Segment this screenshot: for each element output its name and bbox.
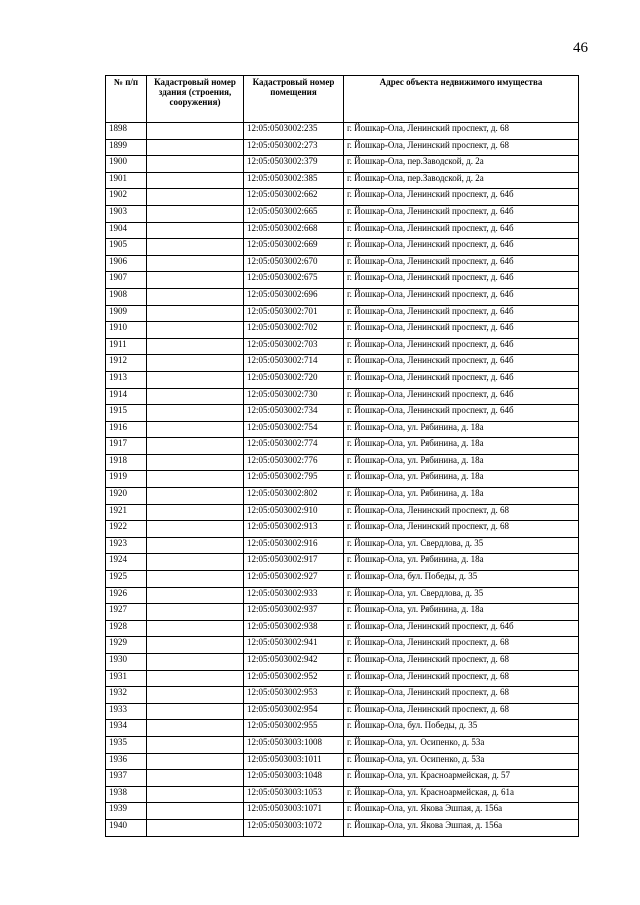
building-cadastral-cell <box>147 770 244 787</box>
row-number-cell: 1919 <box>106 471 147 488</box>
table-row <box>106 355 579 372</box>
table-row <box>106 371 579 388</box>
room-cadastral-cell: 12:05:0503002:235 <box>244 123 344 140</box>
table-row <box>106 471 579 488</box>
header-room-cadastral: Кадастровый номер помещения <box>244 76 344 123</box>
row-number-cell: 1920 <box>106 488 147 505</box>
address-cell: г. Йошкар-Ола, ул. Рябинина, д. 18а <box>344 421 579 438</box>
row-number-cell: 1902 <box>106 189 147 206</box>
row-number-cell: 1924 <box>106 554 147 571</box>
room-cadastral-cell: 12:05:0503002:662 <box>244 189 344 206</box>
row-number-cell: 1930 <box>106 654 147 671</box>
address-cell: г. Йошкар-Ола, Ленинский проспект, д. 68 <box>344 687 579 704</box>
building-cadastral-cell <box>147 421 244 438</box>
row-number-cell: 1913 <box>106 371 147 388</box>
building-cadastral-cell <box>147 438 244 455</box>
room-cadastral-cell: 12:05:0503002:954 <box>244 703 344 720</box>
table-row <box>106 172 579 189</box>
room-cadastral-cell: 12:05:0503003:1011 <box>244 753 344 770</box>
room-cadastral-cell: 12:05:0503002:702 <box>244 322 344 339</box>
building-cadastral-cell <box>147 139 244 156</box>
table-row <box>106 454 579 471</box>
row-number-cell: 1901 <box>106 172 147 189</box>
room-cadastral-cell: 12:05:0503002:734 <box>244 405 344 422</box>
row-number-cell: 1918 <box>106 454 147 471</box>
address-cell: г. Йошкар-Ола, ул. Якова Эшпая, д. 156а <box>344 803 579 820</box>
building-cadastral-cell <box>147 338 244 355</box>
row-number-cell: 1906 <box>106 255 147 272</box>
room-cadastral-cell: 12:05:0503002:665 <box>244 205 344 222</box>
address-cell: г. Йошкар-Ола, Ленинский проспект, д. 64б <box>344 189 579 206</box>
table-body <box>106 123 579 837</box>
table-row <box>106 156 579 173</box>
row-number-cell: 1921 <box>106 504 147 521</box>
address-cell: г. Йошкар-Ола, Ленинский проспект, д. 64б <box>344 620 579 637</box>
table-header-row <box>106 76 579 123</box>
table-row <box>106 604 579 621</box>
address-cell: г. Йошкар-Ола, Ленинский проспект, д. 68 <box>344 504 579 521</box>
building-cadastral-cell <box>147 504 244 521</box>
room-cadastral-cell: 12:05:0503002:670 <box>244 255 344 272</box>
address-cell: г. Йошкар-Ола, бул. Победы, д. 35 <box>344 571 579 588</box>
row-number-cell: 1910 <box>106 322 147 339</box>
row-number-cell: 1917 <box>106 438 147 455</box>
table-row <box>106 322 579 339</box>
address-cell: г. Йошкар-Ола, Ленинский проспект, д. 64б <box>344 205 579 222</box>
room-cadastral-cell: 12:05:0503002:933 <box>244 587 344 604</box>
row-number-cell: 1909 <box>106 305 147 322</box>
header-address: Адрес объекта недвижимого имущества <box>344 76 579 123</box>
room-cadastral-cell: 12:05:0503002:720 <box>244 371 344 388</box>
address-cell: г. Йошкар-Ола, Ленинский проспект, д. 68 <box>344 654 579 671</box>
building-cadastral-cell <box>147 620 244 637</box>
row-number-cell: 1907 <box>106 272 147 289</box>
table-row <box>106 819 579 836</box>
row-number-cell: 1928 <box>106 620 147 637</box>
room-cadastral-cell: 12:05:0503002:703 <box>244 338 344 355</box>
row-number-cell: 1931 <box>106 670 147 687</box>
building-cadastral-cell <box>147 587 244 604</box>
address-cell: г. Йошкар-Ола, ул. Рябинина, д. 18а <box>344 454 579 471</box>
room-cadastral-cell: 12:05:0503003:1072 <box>244 819 344 836</box>
address-cell: г. Йошкар-Ола, Ленинский проспект, д. 64б <box>344 288 579 305</box>
room-cadastral-cell: 12:05:0503002:754 <box>244 421 344 438</box>
building-cadastral-cell <box>147 637 244 654</box>
address-cell: г. Йошкар-Ола, Ленинский проспект, д. 64б <box>344 355 579 372</box>
table-row <box>106 571 579 588</box>
room-cadastral-cell: 12:05:0503002:941 <box>244 637 344 654</box>
table-row <box>106 554 579 571</box>
address-cell: г. Йошкар-Ола, бул. Победы, д. 35 <box>344 720 579 737</box>
address-cell: г. Йошкар-Ола, пер.Заводской, д. 2а <box>344 172 579 189</box>
table-row <box>106 703 579 720</box>
row-number-cell: 1914 <box>106 388 147 405</box>
room-cadastral-cell: 12:05:0503002:730 <box>244 388 344 405</box>
room-cadastral-cell: 12:05:0503002:802 <box>244 488 344 505</box>
building-cadastral-cell <box>147 156 244 173</box>
room-cadastral-cell: 12:05:0503002:937 <box>244 604 344 621</box>
room-cadastral-cell: 12:05:0503003:1071 <box>244 803 344 820</box>
room-cadastral-cell: 12:05:0503002:913 <box>244 521 344 538</box>
table-row <box>106 488 579 505</box>
building-cadastral-cell <box>147 720 244 737</box>
room-cadastral-cell: 12:05:0503002:942 <box>244 654 344 671</box>
building-cadastral-cell <box>147 239 244 256</box>
table-row <box>106 786 579 803</box>
building-cadastral-cell <box>147 222 244 239</box>
address-cell: г. Йошкар-Ола, Ленинский проспект, д. 64б <box>344 371 579 388</box>
row-number-cell: 1929 <box>106 637 147 654</box>
address-cell: г. Йошкар-Ола, ул. Рябинина, д. 18а <box>344 604 579 621</box>
room-cadastral-cell: 12:05:0503002:953 <box>244 687 344 704</box>
row-number-cell: 1932 <box>106 687 147 704</box>
address-cell: г. Йошкар-Ола, Ленинский проспект, д. 64б <box>344 338 579 355</box>
room-cadastral-cell: 12:05:0503002:916 <box>244 537 344 554</box>
building-cadastral-cell <box>147 521 244 538</box>
address-cell: г. Йошкар-Ола, Ленинский проспект, д. 64б <box>344 255 579 272</box>
address-cell: г. Йошкар-Ола, Ленинский проспект, д. 68 <box>344 139 579 156</box>
room-cadastral-cell: 12:05:0503002:917 <box>244 554 344 571</box>
header-number: № п/п <box>106 76 147 123</box>
building-cadastral-cell <box>147 736 244 753</box>
building-cadastral-cell <box>147 454 244 471</box>
table-row <box>106 139 579 156</box>
address-cell: г. Йошкар-Ола, ул. Красноармейская, д. 61а <box>344 786 579 803</box>
row-number-cell: 1938 <box>106 786 147 803</box>
address-cell: г. Йошкар-Ола, Ленинский проспект, д. 64б <box>344 239 579 256</box>
row-number-cell: 1933 <box>106 703 147 720</box>
room-cadastral-cell: 12:05:0503002:701 <box>244 305 344 322</box>
building-cadastral-cell <box>147 786 244 803</box>
row-number-cell: 1923 <box>106 537 147 554</box>
building-cadastral-cell <box>147 571 244 588</box>
table-row <box>106 687 579 704</box>
table-row <box>106 123 579 140</box>
room-cadastral-cell: 12:05:0503002:675 <box>244 272 344 289</box>
table-row <box>106 770 579 787</box>
row-number-cell: 1908 <box>106 288 147 305</box>
building-cadastral-cell <box>147 554 244 571</box>
row-number-cell: 1934 <box>106 720 147 737</box>
room-cadastral-cell: 12:05:0503002:385 <box>244 172 344 189</box>
room-cadastral-cell: 12:05:0503002:955 <box>244 720 344 737</box>
room-cadastral-cell: 12:05:0503003:1048 <box>244 770 344 787</box>
building-cadastral-cell <box>147 272 244 289</box>
room-cadastral-cell: 12:05:0503002:379 <box>244 156 344 173</box>
building-cadastral-cell <box>147 371 244 388</box>
table-row <box>106 587 579 604</box>
row-number-cell: 1915 <box>106 405 147 422</box>
building-cadastral-cell <box>147 205 244 222</box>
building-cadastral-cell <box>147 305 244 322</box>
row-number-cell: 1922 <box>106 521 147 538</box>
table-row <box>106 288 579 305</box>
building-cadastral-cell <box>147 322 244 339</box>
row-number-cell: 1911 <box>106 338 147 355</box>
table-row <box>106 189 579 206</box>
row-number-cell: 1899 <box>106 139 147 156</box>
room-cadastral-cell: 12:05:0503002:927 <box>244 571 344 588</box>
row-number-cell: 1912 <box>106 355 147 372</box>
table-row <box>106 255 579 272</box>
building-cadastral-cell <box>147 753 244 770</box>
room-cadastral-cell: 12:05:0503002:776 <box>244 454 344 471</box>
room-cadastral-cell: 12:05:0503002:910 <box>244 504 344 521</box>
address-cell: г. Йошкар-Ола, Ленинский проспект, д. 64б <box>344 305 579 322</box>
row-number-cell: 1898 <box>106 123 147 140</box>
room-cadastral-cell: 12:05:0503003:1053 <box>244 786 344 803</box>
building-cadastral-cell <box>147 537 244 554</box>
table-row <box>106 388 579 405</box>
building-cadastral-cell <box>147 803 244 820</box>
row-number-cell: 1925 <box>106 571 147 588</box>
building-cadastral-cell <box>147 687 244 704</box>
building-cadastral-cell <box>147 255 244 272</box>
building-cadastral-cell <box>147 703 244 720</box>
table-row <box>106 620 579 637</box>
row-number-cell: 1903 <box>106 205 147 222</box>
table-row <box>106 736 579 753</box>
header-building-cadastral: Кадастровый номер здания (строения, сооружения) <box>147 76 244 123</box>
table-row <box>106 239 579 256</box>
table-row <box>106 521 579 538</box>
row-number-cell: 1937 <box>106 770 147 787</box>
address-cell: г. Йошкар-Ола, Ленинский проспект, д. 68 <box>344 123 579 140</box>
table-row <box>106 405 579 422</box>
address-cell: г. Йошкар-Ола, Ленинский проспект, д. 68 <box>344 703 579 720</box>
row-number-cell: 1935 <box>106 736 147 753</box>
page-number: 46 <box>573 40 588 56</box>
table-row <box>106 537 579 554</box>
building-cadastral-cell <box>147 488 244 505</box>
address-cell: г. Йошкар-Ола, ул. Якова Эшпая, д. 156а <box>344 819 579 836</box>
address-cell: г. Йошкар-Ола, Ленинский проспект, д. 68 <box>344 670 579 687</box>
row-number-cell: 1904 <box>106 222 147 239</box>
building-cadastral-cell <box>147 405 244 422</box>
table-row <box>106 438 579 455</box>
row-number-cell: 1916 <box>106 421 147 438</box>
building-cadastral-cell <box>147 471 244 488</box>
building-cadastral-cell <box>147 288 244 305</box>
address-cell: г. Йошкар-Ола, ул. Красноармейская, д. 57 <box>344 770 579 787</box>
row-number-cell: 1939 <box>106 803 147 820</box>
room-cadastral-cell: 12:05:0503002:938 <box>244 620 344 637</box>
table-row <box>106 720 579 737</box>
address-cell: г. Йошкар-Ола, пер.Заводской, д. 2а <box>344 156 579 173</box>
address-cell: г. Йошкар-Ола, ул. Осипенко, д. 53а <box>344 753 579 770</box>
room-cadastral-cell: 12:05:0503002:668 <box>244 222 344 239</box>
table-row <box>106 338 579 355</box>
property-registry-table <box>105 75 579 837</box>
row-number-cell: 1926 <box>106 587 147 604</box>
room-cadastral-cell: 12:05:0503002:273 <box>244 139 344 156</box>
address-cell: г. Йошкар-Ола, ул. Рябинина, д. 18а <box>344 471 579 488</box>
room-cadastral-cell: 12:05:0503002:795 <box>244 471 344 488</box>
building-cadastral-cell <box>147 388 244 405</box>
address-cell: г. Йошкар-Ола, Ленинский проспект, д. 68 <box>344 521 579 538</box>
address-cell: г. Йошкар-Ола, Ленинский проспект, д. 64б <box>344 222 579 239</box>
row-number-cell: 1927 <box>106 604 147 621</box>
address-cell: г. Йошкар-Ола, Ленинский проспект, д. 64б <box>344 388 579 405</box>
address-cell: г. Йошкар-Ола, ул. Рябинина, д. 18а <box>344 438 579 455</box>
table-row <box>106 803 579 820</box>
address-cell: г. Йошкар-Ола, ул. Рябинина, д. 18а <box>344 554 579 571</box>
room-cadastral-cell: 12:05:0503002:774 <box>244 438 344 455</box>
building-cadastral-cell <box>147 604 244 621</box>
building-cadastral-cell <box>147 123 244 140</box>
address-cell: г. Йошкар-Ола, Ленинский проспект, д. 64б <box>344 272 579 289</box>
building-cadastral-cell <box>147 670 244 687</box>
table-row <box>106 421 579 438</box>
building-cadastral-cell <box>147 189 244 206</box>
room-cadastral-cell: 12:05:0503002:952 <box>244 670 344 687</box>
room-cadastral-cell: 12:05:0503002:669 <box>244 239 344 256</box>
table-row <box>106 222 579 239</box>
table-row <box>106 654 579 671</box>
address-cell: г. Йошкар-Ола, ул. Рябинина, д. 18а <box>344 488 579 505</box>
row-number-cell: 1900 <box>106 156 147 173</box>
table-row <box>106 205 579 222</box>
table-row <box>106 670 579 687</box>
row-number-cell: 1905 <box>106 239 147 256</box>
address-cell: г. Йошкар-Ола, Ленинский проспект, д. 64б <box>344 405 579 422</box>
room-cadastral-cell: 12:05:0503002:696 <box>244 288 344 305</box>
room-cadastral-cell: 12:05:0503003:1008 <box>244 736 344 753</box>
table-row <box>106 637 579 654</box>
address-cell: г. Йошкар-Ола, ул. Свердлова, д. 35 <box>344 587 579 604</box>
building-cadastral-cell <box>147 819 244 836</box>
table-row <box>106 272 579 289</box>
table-row <box>106 753 579 770</box>
table-row <box>106 504 579 521</box>
table-row <box>106 305 579 322</box>
building-cadastral-cell <box>147 654 244 671</box>
address-cell: г. Йошкар-Ола, Ленинский проспект, д. 64б <box>344 322 579 339</box>
address-cell: г. Йошкар-Ола, Ленинский проспект, д. 68 <box>344 637 579 654</box>
row-number-cell: 1936 <box>106 753 147 770</box>
address-cell: г. Йошкар-Ола, ул. Осипенко, д. 53а <box>344 736 579 753</box>
building-cadastral-cell <box>147 172 244 189</box>
address-cell: г. Йошкар-Ола, ул. Свердлова, д. 35 <box>344 537 579 554</box>
room-cadastral-cell: 12:05:0503002:714 <box>244 355 344 372</box>
row-number-cell: 1940 <box>106 819 147 836</box>
building-cadastral-cell <box>147 355 244 372</box>
